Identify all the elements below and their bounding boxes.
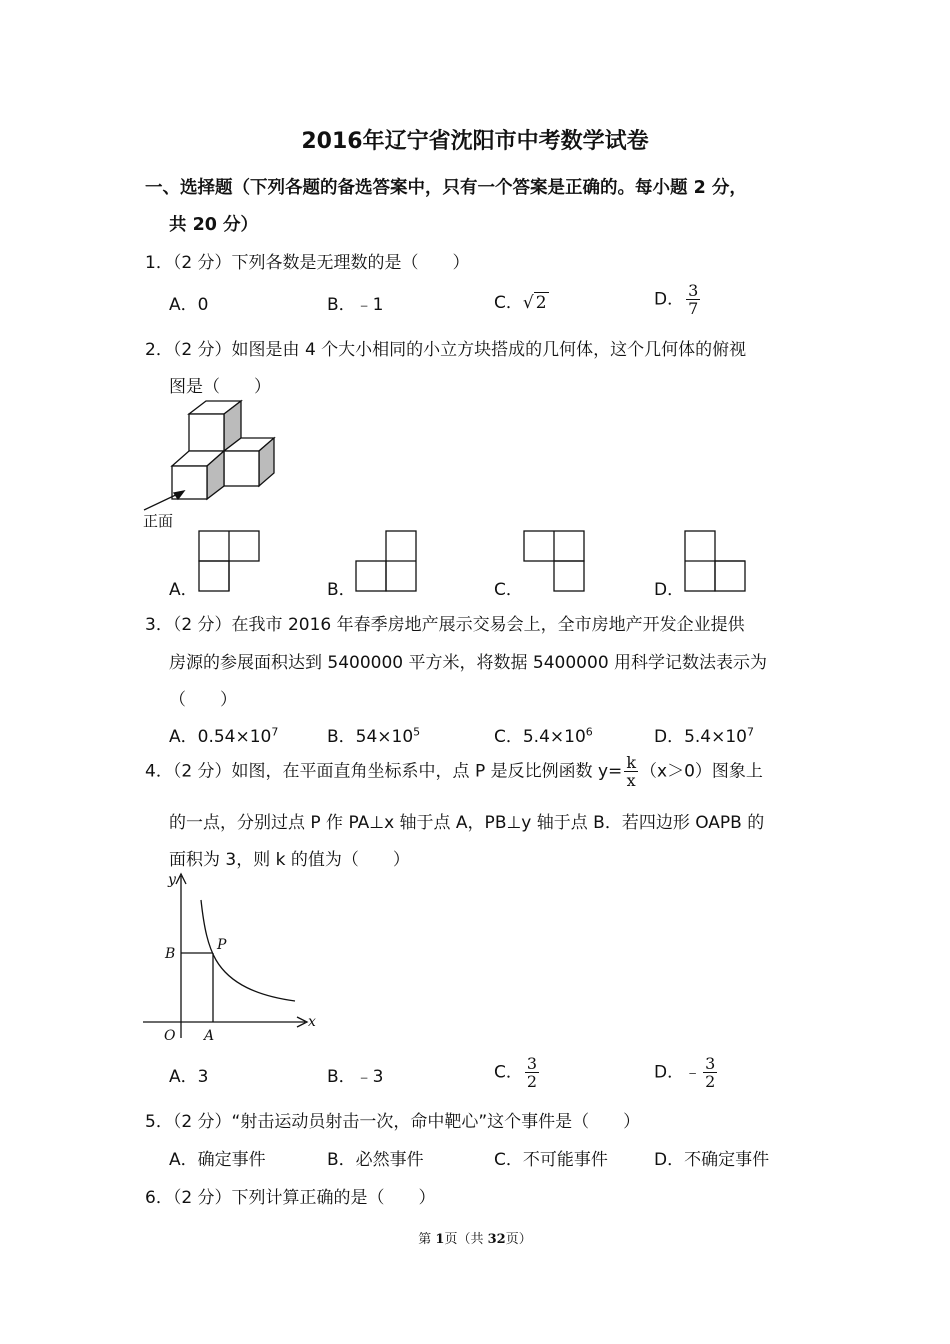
q3-option-d — [654, 722, 754, 747]
section-heading-cont: 共 20 分） — [169, 215, 259, 235]
q3-stem-line3: （ ） — [169, 690, 237, 710]
q1-stem: 1．（2 分）下列各数是无理数的是（ ） — [145, 253, 470, 273]
y-axis-label: y — [168, 872, 176, 888]
q4-option-a: A．3 — [169, 1067, 209, 1087]
q1-option-d — [654, 282, 702, 317]
fraction-denominator: 7 — [688, 299, 699, 318]
q3-b-base: B．54×10 — [327, 727, 414, 747]
q1-option-d-label: D． — [654, 289, 685, 310]
q1-option-b: B．﹣1 — [327, 295, 384, 315]
q2-option-c: C． — [494, 580, 523, 600]
q3-option-a — [169, 722, 278, 747]
q6-stem: 6．（2 分）下列计算正确的是（ ） — [145, 1188, 436, 1208]
fraction — [525, 1055, 539, 1090]
option-a-grid — [198, 530, 260, 592]
q4-option-d-label: D． — [654, 1062, 685, 1083]
q3-c-base: C．5.4×10 — [494, 727, 586, 747]
q5-option-d: D．不确定事件 — [654, 1150, 770, 1170]
footer-mid: 页（共 — [444, 1232, 488, 1247]
q4-fraction — [624, 754, 638, 789]
footer-post: 页） — [505, 1232, 532, 1247]
q1-option-a: A．0 — [169, 295, 209, 315]
fraction-numerator: 3 — [705, 1054, 716, 1073]
q4-stem-line3: 面积为 3，则 k 的值为（ ） — [169, 850, 410, 870]
q2-option-a: A． — [169, 580, 198, 600]
q1-option-c — [494, 288, 549, 313]
origin-label: O — [164, 1028, 176, 1044]
fraction-denominator: 2 — [526, 1072, 538, 1091]
q4-stem-line1 — [145, 754, 763, 789]
page-footer — [0, 1228, 950, 1247]
q4-option-b: B．﹣3 — [327, 1067, 384, 1087]
front-view-label: 正面 — [143, 512, 174, 530]
q3-d-exponent: 7 — [747, 725, 755, 739]
q4-option-c — [494, 1055, 541, 1090]
x-axis-label: x — [308, 1014, 316, 1030]
q4-stem-line2: 的一点，分别过点 P 作 PA⊥x 轴于点 A，PB⊥y 轴于点 B．若四边形 OAPB 的 — [169, 813, 765, 833]
q4-option-c-label: C． — [494, 1062, 523, 1083]
footer-total-pages: 32 — [487, 1232, 506, 1247]
fraction-numerator: 3 — [526, 1054, 538, 1073]
option-d-grid — [684, 530, 746, 592]
q2-option-b: B． — [327, 580, 356, 600]
q2-option-d: D． — [654, 580, 685, 600]
fraction-denominator: 2 — [705, 1072, 716, 1091]
q4-option-d-sign: ﹣ — [684, 1062, 702, 1083]
point-a-label: A — [204, 1028, 215, 1044]
point-b-label: B — [165, 946, 176, 962]
fraction-numerator: 3 — [688, 281, 699, 300]
cube-figure — [138, 398, 278, 528]
section-heading: 一、选择题（下列各题的备选答案中，只有一个答案是正确的。每小题 2 分， — [145, 178, 747, 198]
q3-a-exponent: 7 — [271, 725, 279, 739]
fraction-numerator: k — [626, 753, 637, 772]
q3-option-b — [327, 722, 420, 747]
coordinate-graph — [140, 868, 325, 1048]
option-c-grid — [523, 530, 585, 592]
footer-pre: 第 — [418, 1232, 436, 1247]
q3-stem-line2: 房源的参展面积达到 5400000 平方米，将数据 5400000 用科学记数法表示为 — [169, 653, 768, 673]
q4-stem-pre: 4．（2 分）如图，在平面直角坐标系中，点 P 是反比例函数 y= — [145, 761, 623, 782]
q5-option-a: A．确定事件 — [169, 1150, 266, 1170]
option-b-grid — [355, 530, 417, 592]
q2-stem-line2: 图是（ ） — [169, 377, 271, 397]
q1-option-c-label: C． — [494, 293, 523, 313]
q3-d-base: D．5.4×10 — [654, 727, 748, 747]
q2-stem-line1: 2．（2 分）如图是由 4 个大小相同的小立方块搭成的几何体，这个几何体的俯视 — [145, 340, 747, 360]
q5-option-c: C．不可能事件 — [494, 1150, 608, 1170]
q3-option-c — [494, 722, 593, 747]
sqrt-expression: √ 2 — [522, 293, 547, 313]
fraction — [703, 1055, 717, 1090]
point-p-label: P — [217, 937, 227, 953]
page-title: 2016年辽宁省沈阳市中考数学试卷 — [301, 129, 649, 154]
q3-b-exponent: 5 — [413, 725, 421, 739]
footer-page-number: 1 — [435, 1232, 445, 1247]
fraction — [686, 282, 700, 317]
q5-stem: 5．（2 分）“射击运动员射击一次，命中靶心”这个事件是（ ） — [145, 1112, 641, 1132]
q4-option-d — [654, 1055, 719, 1090]
q3-c-exponent: 6 — [585, 725, 593, 739]
sqrt-radicand: 2 — [535, 293, 547, 313]
q3-stem-line1: 3．（2 分）在我市 2016 年春季房地产展示交易会上，全市房地产开发企业提供 — [145, 615, 745, 635]
q5-option-b: B．必然事件 — [327, 1150, 424, 1170]
fraction-denominator: x — [626, 771, 636, 790]
q3-a-base: A．0.54×10 — [169, 727, 272, 747]
q4-stem-post: （x＞0）图象上 — [640, 761, 763, 782]
